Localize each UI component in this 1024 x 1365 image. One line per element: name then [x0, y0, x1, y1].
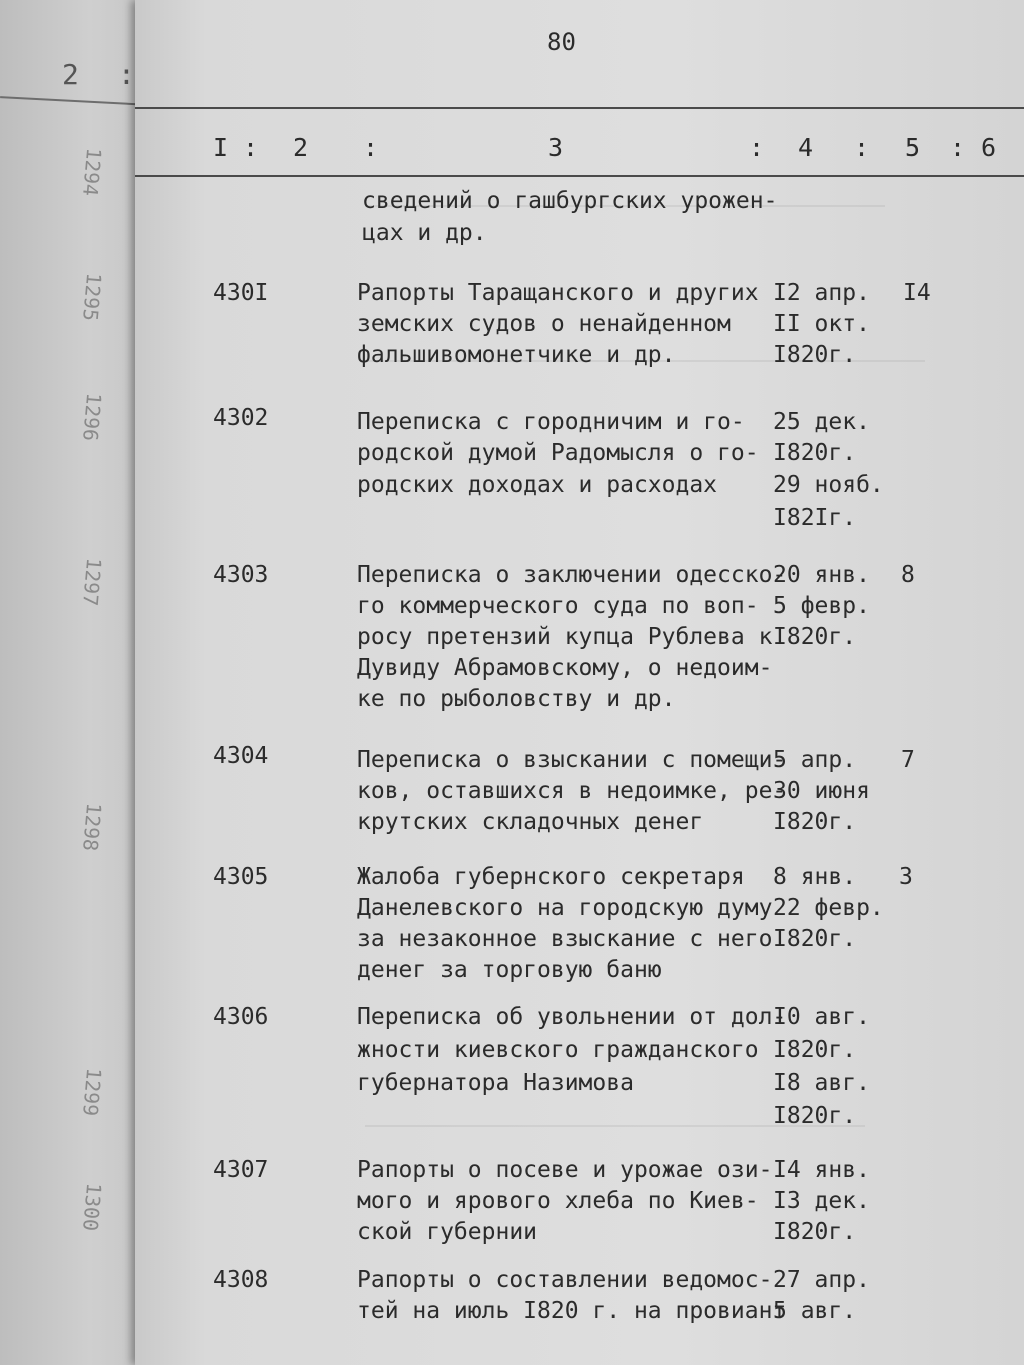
entry-date-line: I0 авг.	[773, 1004, 870, 1030]
header-col-2: 2	[293, 133, 309, 162]
entry-number: 4303	[213, 562, 269, 588]
entry-date-line: 22 февр.	[773, 895, 884, 921]
header-col-4: 4	[798, 133, 814, 162]
header-separator: :	[950, 133, 966, 162]
entry-date-line: I8 авг.	[773, 1070, 870, 1096]
entry-sheets: I4	[903, 280, 931, 306]
previous-page-edge	[0, 0, 150, 1365]
entry-title-line: Жалоба губернского секретаря	[357, 864, 745, 890]
previous-page-record-number: 1300	[78, 1181, 107, 1233]
previous-page-record-number: 1296	[78, 391, 107, 443]
entry-title-line: Переписка с городничим и го-	[357, 409, 745, 435]
header-col-6: 6	[981, 133, 997, 162]
entry-date-line: 5 авг.	[773, 1298, 857, 1324]
entry-date-line: II окт.	[773, 311, 870, 337]
page-number: 80	[547, 28, 576, 56]
header-col-1: I	[213, 133, 229, 162]
entry-sheets: 7	[901, 747, 915, 773]
entry-title-line: за незаконное взыскание с него	[357, 926, 773, 952]
entry-date-line: I820г.	[773, 342, 857, 368]
entry-date-line: 29 нояб.	[773, 472, 884, 498]
previous-page-rule	[0, 96, 150, 106]
entry-date-line: I2 апр.	[773, 280, 870, 306]
header-separator: :	[243, 133, 259, 162]
entry-title-line: го коммерческого суда по воп-	[357, 593, 759, 619]
entry-title-line: ской губернии	[357, 1219, 538, 1245]
entry-date-line: 5 февр.	[773, 593, 870, 619]
entry-title-line: росу претензий купца Рублева к	[357, 624, 773, 650]
previous-page-header-sep: :	[118, 58, 135, 91]
header-col-5: 5	[905, 133, 921, 162]
entry-number: 4307	[213, 1157, 269, 1183]
entry-sheets: 3	[899, 864, 913, 890]
entry-title-line: ков, оставшихся в недоимке, ре-	[357, 778, 787, 804]
entry-date-line: I820г.	[773, 809, 857, 835]
entry-title-line: Рапорты о посеве и урожае ози-	[357, 1157, 773, 1183]
text-line: сведений о гашбургских урожен-	[362, 188, 778, 214]
entry-title-line: фальшивомонетчике и др.	[357, 342, 676, 368]
entry-date-line: 30 июня	[773, 778, 870, 804]
entry-number: 4308	[213, 1267, 269, 1293]
previous-page-record-number: 1298	[78, 801, 107, 853]
entry-number: 4302	[213, 405, 269, 431]
entry-date-line: I820г.	[773, 440, 857, 466]
entry-title-line: мого и ярового хлеба по Киев-	[357, 1188, 759, 1214]
entry-title-line: родских доходах и расходах	[357, 472, 718, 498]
previous-page-header-col: 2	[62, 58, 79, 91]
entry-title-line: Данелевского на городскую думу	[357, 895, 773, 921]
entry-date-line: I820г.	[773, 1103, 857, 1129]
previous-page-record-number: 1294	[78, 146, 107, 198]
entry-title-line: земских судов о ненайденном	[357, 311, 731, 337]
entry-date-line: 20 янв.	[773, 562, 870, 588]
entry-sheets: 8	[901, 562, 915, 588]
entry-date-line: I820г.	[773, 624, 857, 650]
document-page	[135, 0, 1024, 1365]
entry-title-line: крутских складочных денег	[357, 809, 704, 835]
entry-date-line: I82Iг.	[773, 505, 857, 531]
entry-title-line: ке по рыболовству и др.	[357, 686, 676, 712]
entry-title-line: жности киевского гражданского	[357, 1037, 759, 1063]
header-rule-top	[135, 107, 1024, 109]
text-line: цах и др.	[362, 220, 487, 246]
entry-date-line: 27 апр.	[773, 1267, 870, 1293]
entry-date-line: 25 дек.	[773, 409, 870, 435]
previous-page-record-number: 1297	[78, 556, 107, 608]
entry-title-line: родской думой Радомысля о го-	[357, 440, 759, 466]
entry-title-line: тей на июль I820 г. на провиант	[357, 1298, 787, 1324]
entry-title-line: Переписка о заключении одесско-	[357, 562, 787, 588]
header-separator: :	[749, 133, 765, 162]
entry-title-line: Рапорты Таращанского и других	[357, 280, 759, 306]
header-col-3: 3	[548, 133, 564, 162]
header-separator: :	[854, 133, 870, 162]
entry-date-line: 8 янв.	[773, 864, 857, 890]
entry-date-line: I820г.	[773, 1037, 857, 1063]
entry-title-line: Переписка о взыскании с помещи-	[357, 747, 787, 773]
entry-date-line: I820г.	[773, 1219, 857, 1245]
header-rule-bottom	[135, 175, 1024, 177]
previous-page-record-number: 1295	[78, 271, 107, 323]
previous-page-record-number: 1299	[78, 1066, 107, 1118]
entry-title-line: денег за торговую баню	[357, 957, 662, 983]
entry-number: 430I	[213, 280, 269, 306]
entry-title-line: Дувиду Абрамовскому, о недоим-	[357, 655, 773, 681]
entry-number: 4304	[213, 743, 269, 769]
entry-date-line: I820г.	[773, 926, 857, 952]
entry-date-line: I4 янв.	[773, 1157, 870, 1183]
entry-title-line: губернатора Назимова	[357, 1070, 634, 1096]
entry-title-line: Переписка об увольнении от дол-	[357, 1004, 787, 1030]
entry-date-line: I3 дек.	[773, 1188, 870, 1214]
header-separator: :	[363, 133, 379, 162]
entry-date-line: 5 апр.	[773, 747, 857, 773]
entry-number: 4306	[213, 1004, 269, 1030]
entry-title-line: Рапорты о составлении ведомос-	[357, 1267, 773, 1293]
entry-number: 4305	[213, 864, 269, 890]
